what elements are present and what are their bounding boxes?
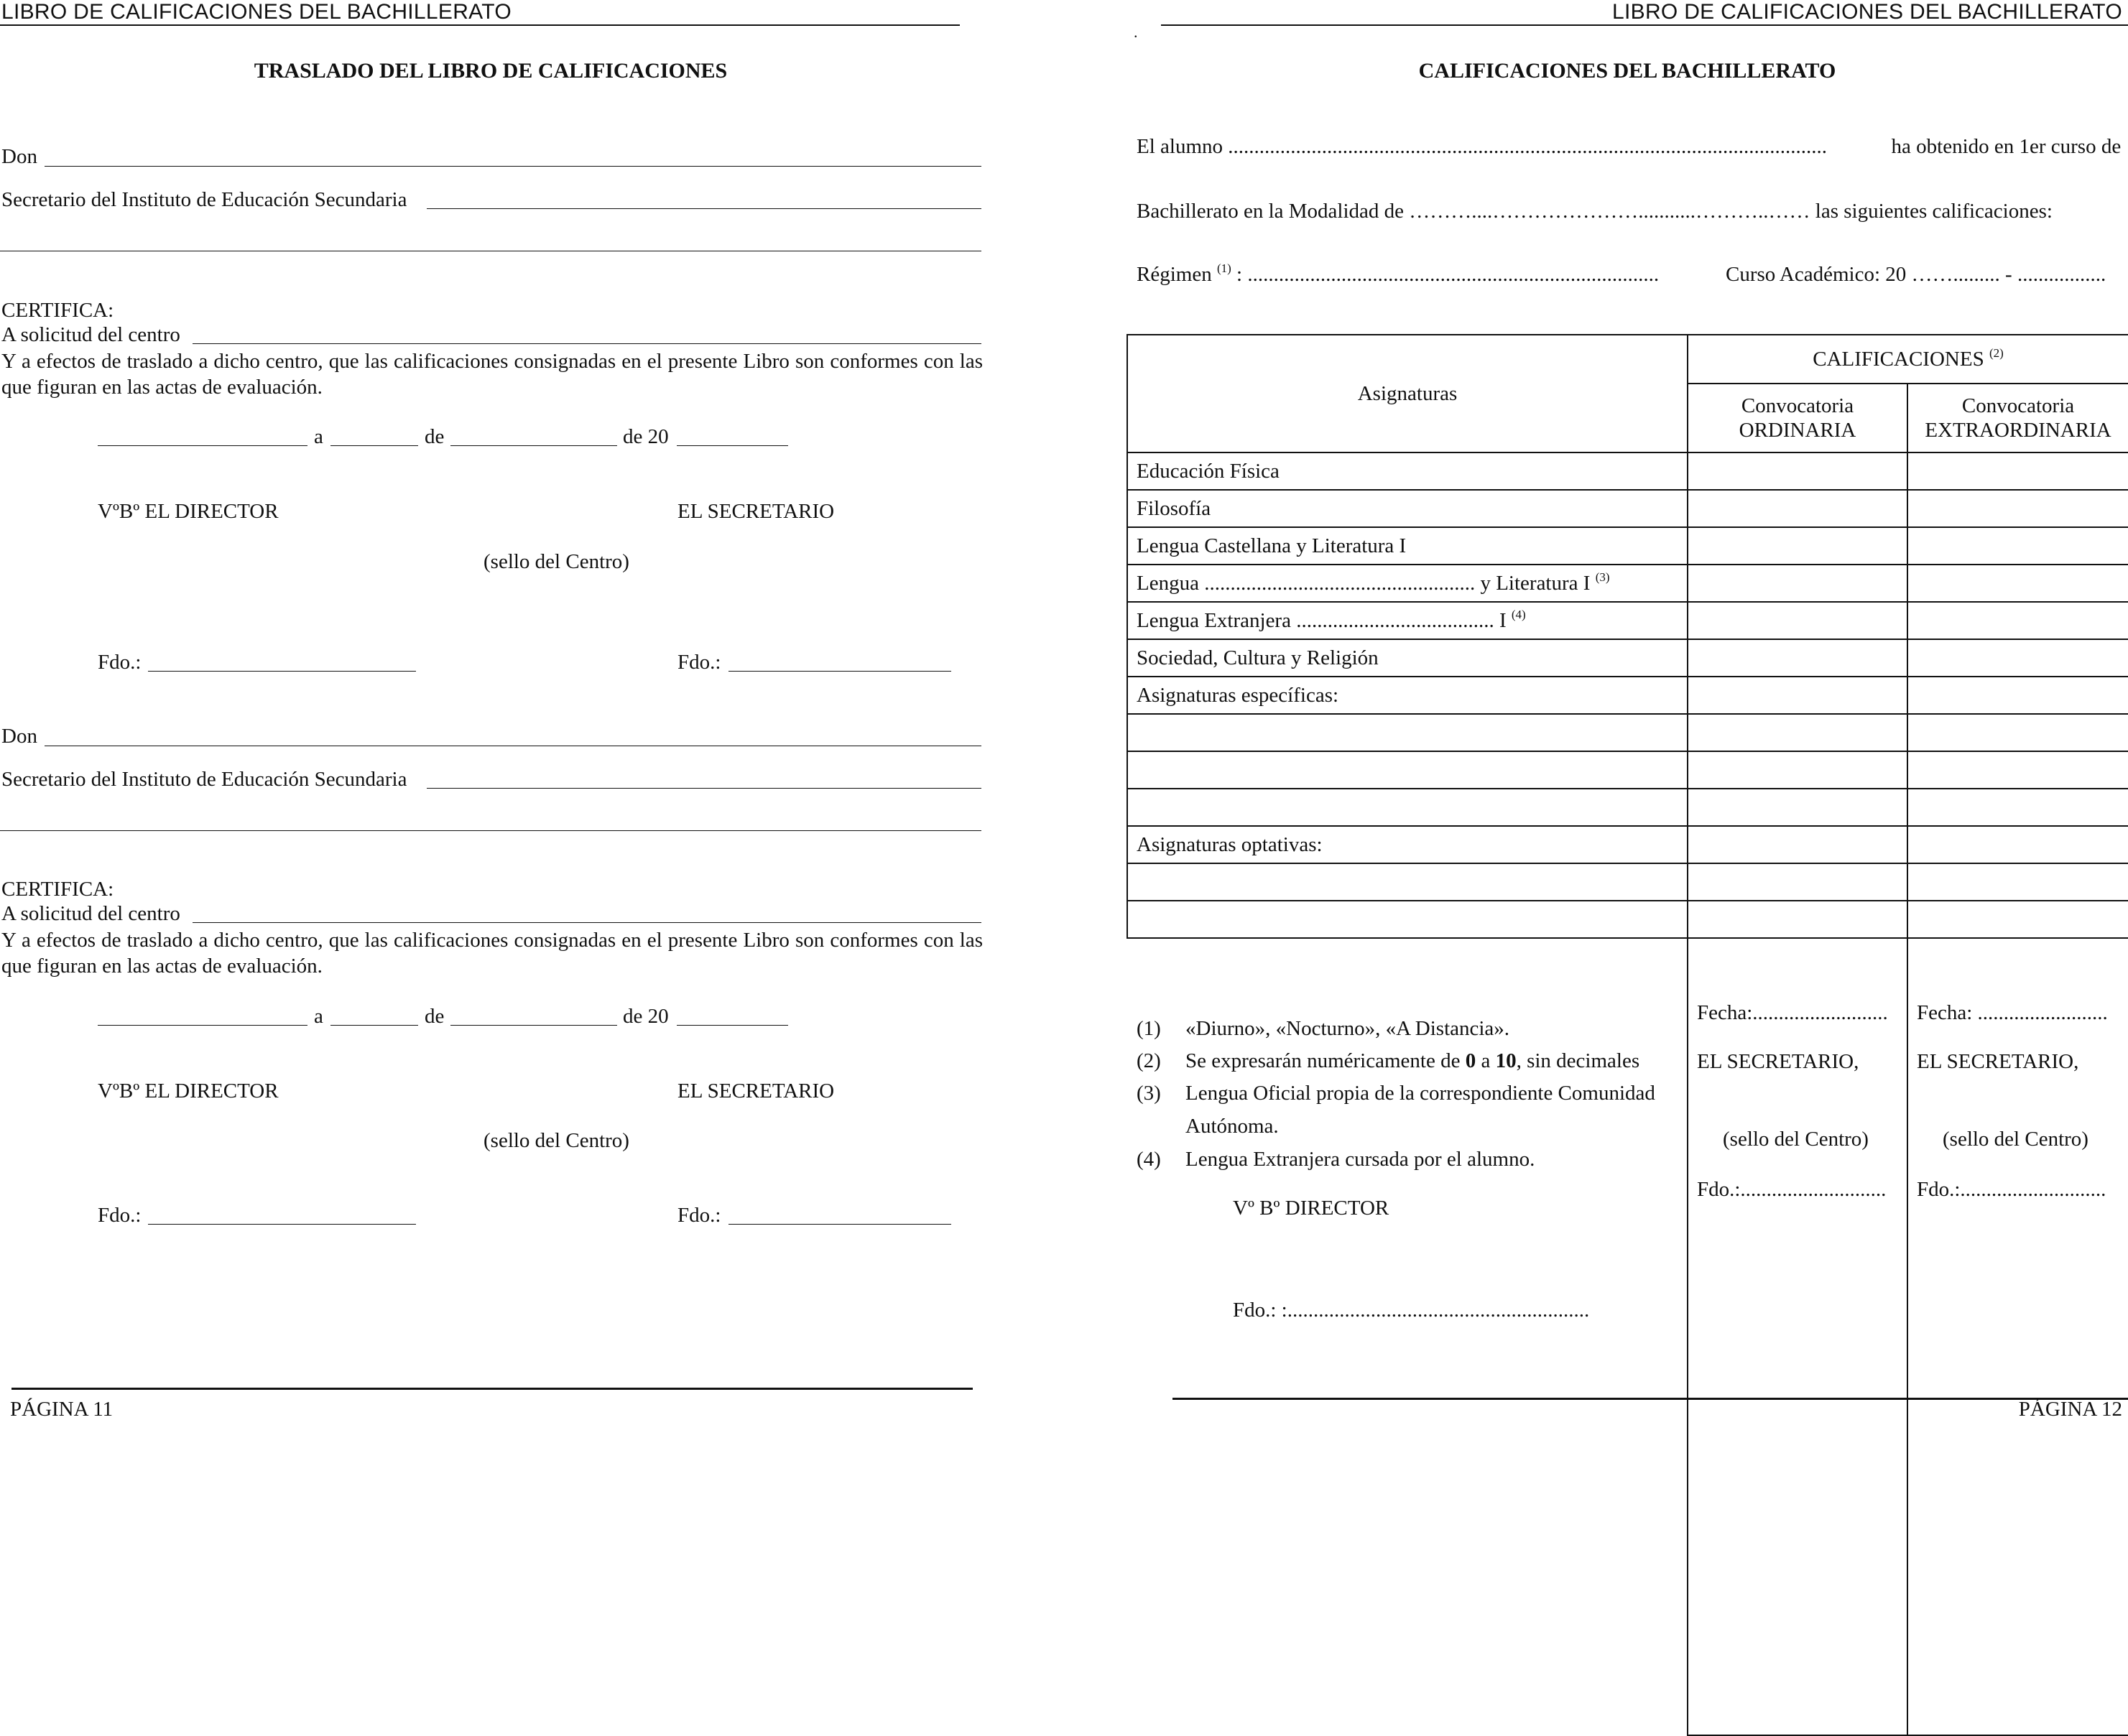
subject-cell: [1127, 863, 1688, 901]
table-row: [1127, 639, 2128, 677]
table-row: [1127, 751, 2128, 789]
sello-ordinaria-label: (sello del Centro): [1723, 1128, 1869, 1151]
grade-extraordinaria-cell[interactable]: [1907, 490, 2128, 527]
grade-extraordinaria-cell[interactable]: [1907, 565, 2128, 602]
footnote-text: «Diurno», «Nocturno», «A Distancia».: [1185, 1017, 1510, 1040]
subject-cell: [1127, 789, 1688, 826]
date-de-label: de: [425, 1005, 445, 1028]
sello-extra-label: (sello del Centro): [1943, 1128, 2088, 1151]
grade-extraordinaria-cell[interactable]: [1907, 751, 2128, 789]
secretario-sign-label: EL SECRETARIO: [677, 500, 835, 523]
fecha-extra-field[interactable]: Fecha: .........................: [1917, 1001, 2108, 1024]
header-rule: [0, 24, 960, 26]
table-row: [1127, 565, 2128, 602]
place-field[interactable]: [98, 1025, 307, 1026]
table-row: [1127, 490, 2128, 527]
date-a-label: a: [314, 425, 323, 448]
subject-cell: [1127, 639, 1688, 677]
subject-label: Asignaturas optativas:: [1137, 832, 1323, 856]
grade-ordinaria-cell[interactable]: [1688, 789, 1907, 826]
grade-ordinaria-cell[interactable]: [1688, 826, 1907, 863]
stray-dot: .: [1134, 23, 1138, 41]
ordinaria-line-2: ORDINARIA: [1739, 419, 1856, 442]
certify-text: Y a efectos de traslado a dicho centro, que las calificaciones consignadas en el presente Libro son conformes con las que figuran en las actas de evaluación.: [1, 929, 983, 978]
footnote-ref: (4): [1511, 607, 1526, 621]
footnote-3-cont: Autónoma.: [1185, 1115, 1279, 1138]
don-label: Don: [1, 725, 37, 748]
year-field[interactable]: [677, 1025, 788, 1026]
grade-ordinaria-cell[interactable]: [1688, 527, 1907, 565]
footnote-bold-0: 0: [1465, 1049, 1476, 1072]
fdo-secretario-field[interactable]: [728, 1224, 951, 1225]
ordinaria-line-1: Convocatoria: [1741, 394, 1854, 417]
centro-field[interactable]: [193, 343, 981, 344]
sello-label: (sello del Centro): [484, 1129, 629, 1152]
certify-text: Y a efectos de traslado a dicho centro, que las calificaciones consignadas en el presente Libro son conformes con las que figuran en las actas de evaluación.: [1, 350, 983, 399]
instituto-field[interactable]: [427, 208, 981, 209]
subject-label: Sociedad, Cultura y Religión: [1137, 646, 1379, 669]
regimen-label: Régimen: [1137, 263, 1212, 286]
fdo-secretario-label: Fdo.:: [677, 1204, 721, 1227]
footnote-text: Se expresarán numéricamente de: [1185, 1049, 1466, 1072]
alumno-label: El alumno: [1137, 135, 1229, 158]
centro-field[interactable]: [193, 922, 981, 923]
date-year-label: de 20: [623, 425, 669, 448]
grade-extraordinaria-cell[interactable]: [1907, 863, 2128, 901]
fdo-secretario-label: Fdo.:: [677, 651, 721, 674]
secretario-ordinaria-label: EL SECRETARIO,: [1697, 1050, 1859, 1073]
extra-line-2: EXTRAORDINARIA: [1925, 419, 2111, 442]
table-row: [1127, 863, 2128, 901]
footer-rule: [11, 1388, 973, 1390]
solicitud-label: A solicitud del centro: [1, 323, 180, 346]
subject-cell: [1127, 490, 1688, 527]
footnote-num: (4): [1137, 1148, 1161, 1171]
subject-cell: [1127, 565, 1688, 602]
subject-label: Lengua .................................................... y Literatura I: [1137, 571, 1591, 595]
footnote-text: , sin decimales: [1516, 1049, 1640, 1072]
month-field[interactable]: [450, 445, 617, 446]
fdo-ordinaria-field[interactable]: Fdo.:............................: [1697, 1178, 1887, 1201]
day-field[interactable]: [330, 445, 418, 446]
grade-ordinaria-cell[interactable]: [1688, 565, 1907, 602]
don-field[interactable]: [45, 166, 981, 167]
header-extraordinaria: [1907, 384, 2128, 452]
secretario-label: Secretario del Instituto de Educación Secundaria: [1, 768, 407, 791]
certifica-label: CERTIFICA:: [1, 299, 114, 322]
director-label: VºBº EL DIRECTOR: [98, 1080, 279, 1103]
grade-extraordinaria-cell[interactable]: [1907, 826, 2128, 863]
day-field[interactable]: [330, 1025, 418, 1026]
director-label: VºBº EL DIRECTOR: [98, 500, 279, 523]
grade-extraordinaria-cell[interactable]: [1907, 714, 2128, 751]
instituto-field[interactable]: [427, 788, 981, 789]
grade-extraordinaria-cell[interactable]: [1907, 602, 2128, 639]
grade-ordinaria-cell[interactable]: [1688, 863, 1907, 901]
grade-extraordinaria-cell[interactable]: [1907, 639, 2128, 677]
footnote-text: a: [1476, 1049, 1496, 1072]
year-field[interactable]: [677, 445, 788, 446]
fdo-extra-field[interactable]: Fdo.:............................: [1917, 1178, 2106, 1201]
table-row: [1127, 602, 2128, 639]
grade-ordinaria-cell[interactable]: [1688, 602, 1907, 639]
fdo-director-field[interactable]: [148, 671, 416, 672]
table-row: [1127, 527, 2128, 565]
sello-label: (sello del Centro): [484, 550, 629, 573]
subject-cell: [1127, 826, 1688, 863]
don-label: Don: [1, 145, 37, 168]
fdo-director-field[interactable]: Fdo.: :..........................................................: [1233, 1299, 1590, 1322]
subject-cell: [1127, 527, 1688, 565]
subject-cell: [1127, 677, 1688, 714]
fecha-ordinaria-field[interactable]: Fecha:..........................: [1697, 1001, 1888, 1024]
certifica-label: CERTIFICA:: [1, 878, 114, 901]
secretario-label: Secretario del Instituto de Educación Secundaria: [1, 188, 407, 211]
extra-line-1: Convocatoria: [1961, 394, 2075, 417]
subject-cell: [1127, 602, 1688, 639]
date-a-label: a: [314, 1005, 323, 1028]
date-de-label: de: [425, 425, 445, 448]
footnote-num: (1): [1137, 1017, 1161, 1040]
fdo-director-field[interactable]: [148, 1224, 416, 1225]
table-row: [1127, 826, 2128, 863]
footnote-num: (2): [1137, 1049, 1161, 1072]
header-rule: [1161, 24, 2128, 26]
grade-extraordinaria-cell[interactable]: [1907, 452, 2128, 490]
vb-director-label: Vº Bº DIRECTOR: [1233, 1197, 1389, 1220]
header-calificaciones: [1688, 335, 2128, 384]
footnote-ref: (3): [1595, 570, 1610, 584]
curso-text: ha obtenido en 1er curso de: [1886, 135, 2122, 158]
footnote-3: [1137, 1082, 1655, 1105]
table-row: [1127, 901, 2128, 938]
grade-extraordinaria-cell[interactable]: [1907, 527, 2128, 565]
right-page-title: CALIFICACIONES DEL BACHILLERATO: [1418, 59, 1836, 83]
footnote-text: Lengua Extranjera cursada por el alumno.: [1185, 1148, 1535, 1171]
left-page-title: TRASLADO DEL LIBRO DE CALIFICACIONES: [254, 59, 728, 83]
regimen-line[interactable]: [1137, 263, 1659, 287]
footer-rule: [1172, 1398, 2128, 1400]
subject-label: Filosofía: [1137, 496, 1211, 520]
grade-ordinaria-cell[interactable]: [1688, 677, 1907, 714]
footnote-4: [1137, 1148, 1535, 1171]
regimen-field[interactable]: : ...............................................................................: [1231, 263, 1660, 286]
modalidad-line[interactable]: Bachillerato en la Modalidad de ………....…………………...........………..…… las siguientes calificaciones:: [1137, 200, 2053, 223]
fdo-director-label: Fdo.:: [98, 1204, 142, 1227]
grade-ordinaria-cell[interactable]: [1688, 751, 1907, 789]
left-page-number: PÁGINA 11: [10, 1398, 114, 1421]
fdo-secretario-field[interactable]: [728, 671, 951, 672]
place-field[interactable]: [98, 445, 307, 446]
footnote-bold-10: 10: [1495, 1049, 1517, 1072]
calificaciones-label: CALIFICACIONES: [1813, 348, 1984, 371]
subject-cell: [1127, 452, 1688, 490]
grade-ordinaria-cell[interactable]: [1688, 901, 1907, 938]
subject-cell: [1127, 901, 1688, 938]
blank-line-field[interactable]: [0, 830, 981, 831]
subject-label: Lengua Castellana y Literatura I: [1137, 534, 1407, 557]
curso-academico-field[interactable]: Curso Académico: 20 ……......... - .................: [1726, 263, 2106, 286]
footnote-text: Lengua Oficial propia de la correspondiente Comunidad: [1185, 1082, 1655, 1105]
grade-ordinaria-cell[interactable]: [1688, 714, 1907, 751]
header-asignaturas: Asignaturas: [1127, 335, 1688, 452]
footnote-ref-2: (2): [1989, 346, 2004, 360]
secretario-sign-label: EL SECRETARIO: [677, 1080, 835, 1103]
table-row: [1127, 677, 2128, 714]
month-field[interactable]: [450, 1025, 617, 1026]
grade-ordinaria-cell[interactable]: [1688, 452, 1907, 490]
right-page-number: PÁGINA 12: [2018, 1398, 2122, 1421]
left-running-header: LIBRO DE CALIFICACIONES DEL BACHILLERATO: [1, 0, 512, 24]
table-row: [1127, 452, 2128, 490]
subject-label: Lengua Extranjera ...................................... I: [1137, 608, 1507, 632]
subject-cell: [1127, 751, 1688, 789]
subject-label: Educación Física: [1137, 459, 1280, 483]
footnote-1: [1137, 1017, 1509, 1041]
subject-cell: [1127, 714, 1688, 751]
fdo-director-label: Fdo.:: [98, 651, 142, 674]
header-ordinaria: [1688, 384, 1907, 452]
subject-label: Asignaturas específicas:: [1137, 683, 1339, 707]
footnote-ref-1: (1): [1216, 261, 1231, 275]
table-row: [1127, 789, 2128, 826]
alumno-field[interactable]: ...................................................................................................................: [1228, 135, 1828, 158]
secretario-extra-label: EL SECRETARIO,: [1917, 1050, 2079, 1073]
footnote-num: (3): [1137, 1082, 1161, 1105]
right-running-header: LIBRO DE CALIFICACIONES DEL BACHILLERATO: [1612, 0, 2122, 24]
solicitud-label: A solicitud del centro: [1, 902, 180, 925]
grade-extraordinaria-cell[interactable]: [1907, 789, 2128, 826]
student-line: [1137, 135, 2122, 159]
grade-extraordinaria-cell[interactable]: [1907, 677, 2128, 714]
footnote-2: [1137, 1049, 1639, 1073]
grade-ordinaria-cell[interactable]: [1688, 490, 1907, 527]
grade-ordinaria-cell[interactable]: [1688, 639, 1907, 677]
grade-extraordinaria-cell[interactable]: [1907, 901, 2128, 938]
date-year-label: de 20: [623, 1005, 669, 1028]
table-row: [1127, 714, 2128, 751]
